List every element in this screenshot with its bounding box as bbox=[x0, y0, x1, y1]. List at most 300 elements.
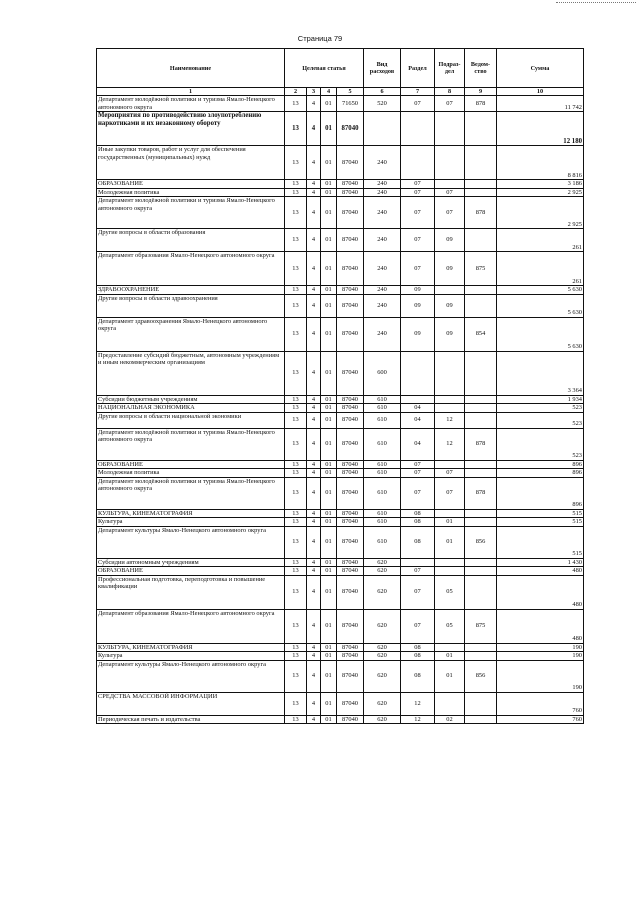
cell-department bbox=[465, 404, 497, 413]
cell-department: 878 bbox=[465, 96, 497, 112]
cell-target-measure: 01 bbox=[321, 294, 337, 317]
cell-target-subprogram: 4 bbox=[307, 404, 321, 413]
cell-section: 12 bbox=[401, 715, 435, 724]
cell-expense-type: 240 bbox=[364, 229, 401, 252]
cell-amount: 3 364 bbox=[497, 351, 584, 395]
cell-target-measure: 01 bbox=[321, 188, 337, 197]
row-name: Департамент культуры Ямало-Ненецкого автономного округа bbox=[97, 526, 285, 558]
row-name: Культура bbox=[97, 652, 285, 661]
cell-expense-type: 610 bbox=[364, 460, 401, 469]
cell-target-program: 13 bbox=[285, 518, 307, 527]
cell-target-measure: 01 bbox=[321, 404, 337, 413]
cell-subsection bbox=[435, 567, 465, 576]
cell-target-subprogram: 4 bbox=[307, 112, 321, 146]
cell-target-measure: 01 bbox=[321, 526, 337, 558]
cell-department bbox=[465, 286, 497, 295]
cell-target-program: 13 bbox=[285, 180, 307, 189]
cell-subsection: 01 bbox=[435, 526, 465, 558]
cell-section: 07 bbox=[401, 197, 435, 229]
column-number: 6 bbox=[364, 88, 401, 96]
cell-department bbox=[465, 412, 497, 428]
row-name: Департамент молодёжной политики и туризма Ямало-Ненецкого автономного округа bbox=[97, 477, 285, 509]
row-name: Другие вопросы в области образования bbox=[97, 229, 285, 252]
cell-amount: 261 bbox=[497, 229, 584, 252]
row-name: Молодежная политика bbox=[97, 188, 285, 197]
cell-target-program: 13 bbox=[285, 460, 307, 469]
cell-department bbox=[465, 146, 497, 180]
table-row bbox=[97, 294, 584, 317]
cell-subsection: 05 bbox=[435, 575, 465, 609]
column-number: 10 bbox=[497, 88, 584, 96]
cell-department bbox=[465, 229, 497, 252]
cell-amount: 480 bbox=[497, 567, 584, 576]
cell-department bbox=[465, 558, 497, 567]
row-name: КУЛЬТУРА, КИНЕМАТОГРАФИЯ bbox=[97, 509, 285, 518]
cell-target-program: 13 bbox=[285, 404, 307, 413]
cell-subsection: 01 bbox=[435, 652, 465, 661]
cell-amount: 190 bbox=[497, 660, 584, 692]
cell-expense-type: 240 bbox=[364, 286, 401, 295]
cell-amount: 523 bbox=[497, 412, 584, 428]
cell-target-program: 13 bbox=[285, 252, 307, 286]
cell-target-code: 87040 bbox=[337, 643, 364, 652]
table-row bbox=[97, 692, 584, 715]
table-row bbox=[97, 351, 584, 395]
cell-target-code: 87040 bbox=[337, 518, 364, 527]
column-number: 2 bbox=[285, 88, 307, 96]
cell-section: 08 bbox=[401, 660, 435, 692]
row-name: Субсидии бюджетным учреждениям bbox=[97, 395, 285, 404]
row-name: Другие вопросы в области национальной экономики bbox=[97, 412, 285, 428]
cell-target-measure: 01 bbox=[321, 96, 337, 112]
cell-subsection: 02 bbox=[435, 715, 465, 724]
cell-amount: 896 bbox=[497, 477, 584, 509]
table-row bbox=[97, 395, 584, 404]
cell-department bbox=[465, 518, 497, 527]
cell-target-measure: 01 bbox=[321, 286, 337, 295]
cell-expense-type: 240 bbox=[364, 252, 401, 286]
header-amount: Сумма bbox=[497, 49, 584, 88]
cell-expense-type: 520 bbox=[364, 96, 401, 112]
cell-department bbox=[465, 643, 497, 652]
row-name: Департамент молодёжной политики и туризма Ямало-Ненецкого автономного округа bbox=[97, 197, 285, 229]
cell-target-measure: 01 bbox=[321, 692, 337, 715]
cell-amount: 3 186 bbox=[497, 180, 584, 189]
cell-amount: 515 bbox=[497, 509, 584, 518]
cell-expense-type: 610 bbox=[364, 412, 401, 428]
cell-target-measure: 01 bbox=[321, 229, 337, 252]
cell-section: 07 bbox=[401, 180, 435, 189]
cell-amount: 480 bbox=[497, 609, 584, 643]
cell-target-measure: 01 bbox=[321, 197, 337, 229]
cell-target-subprogram: 4 bbox=[307, 575, 321, 609]
cell-amount: 11 742 bbox=[497, 96, 584, 112]
cell-expense-type: 610 bbox=[364, 469, 401, 478]
cell-target-subprogram: 4 bbox=[307, 96, 321, 112]
row-name: Иные закупки товаров, работ и услуг для обеспечения государственных (муниципальных) нужд bbox=[97, 146, 285, 180]
cell-target-measure: 01 bbox=[321, 469, 337, 478]
cell-section: 08 bbox=[401, 652, 435, 661]
table-row bbox=[97, 180, 584, 189]
row-name: ЗДРАВООХРАНЕНИЕ bbox=[97, 286, 285, 295]
cell-department bbox=[465, 692, 497, 715]
cell-target-program: 13 bbox=[285, 112, 307, 146]
cell-target-code: 87040 bbox=[337, 477, 364, 509]
scan-corner-mark bbox=[556, 2, 636, 4]
cell-target-code: 87040 bbox=[337, 558, 364, 567]
cell-target-subprogram: 4 bbox=[307, 460, 321, 469]
cell-expense-type: 620 bbox=[364, 652, 401, 661]
cell-amount: 760 bbox=[497, 692, 584, 715]
cell-expense-type: 610 bbox=[364, 477, 401, 509]
cell-target-measure: 01 bbox=[321, 428, 337, 460]
cell-target-subprogram: 4 bbox=[307, 197, 321, 229]
header-row bbox=[97, 49, 584, 88]
cell-target-code: 87040 bbox=[337, 197, 364, 229]
cell-expense-type: 620 bbox=[364, 660, 401, 692]
cell-target-code: 87040 bbox=[337, 180, 364, 189]
row-name: Предоставление субсидий бюджетным, автономным учреждениям и иным некоммерческим организациям bbox=[97, 351, 285, 395]
cell-target-code: 87040 bbox=[337, 188, 364, 197]
cell-subsection: 09 bbox=[435, 229, 465, 252]
cell-subsection bbox=[435, 692, 465, 715]
table-row bbox=[97, 609, 584, 643]
cell-target-code: 87040 bbox=[337, 351, 364, 395]
cell-target-measure: 01 bbox=[321, 180, 337, 189]
cell-target-measure: 01 bbox=[321, 575, 337, 609]
cell-expense-type: 600 bbox=[364, 351, 401, 395]
cell-target-subprogram: 4 bbox=[307, 469, 321, 478]
header-subsection: Подраз-дел bbox=[435, 49, 465, 88]
cell-target-code: 87040 bbox=[337, 715, 364, 724]
cell-target-code: 87040 bbox=[337, 652, 364, 661]
column-number: 1 bbox=[97, 88, 285, 96]
cell-target-measure: 01 bbox=[321, 509, 337, 518]
cell-section bbox=[401, 395, 435, 404]
cell-subsection: 12 bbox=[435, 428, 465, 460]
cell-subsection: 05 bbox=[435, 609, 465, 643]
header-department: Ведом-ство bbox=[465, 49, 497, 88]
table-row bbox=[97, 509, 584, 518]
cell-target-subprogram: 4 bbox=[307, 229, 321, 252]
cell-target-subprogram: 4 bbox=[307, 317, 321, 351]
cell-subsection bbox=[435, 404, 465, 413]
cell-expense-type: 610 bbox=[364, 428, 401, 460]
header-section: Раздел bbox=[401, 49, 435, 88]
cell-target-program: 13 bbox=[285, 351, 307, 395]
row-name: ОБРАЗОВАНИЕ bbox=[97, 567, 285, 576]
cell-amount: 480 bbox=[497, 575, 584, 609]
cell-section: 07 bbox=[401, 188, 435, 197]
cell-section: 08 bbox=[401, 643, 435, 652]
row-name: Департамент культуры Ямало-Ненецкого автономного округа bbox=[97, 660, 285, 692]
cell-subsection: 07 bbox=[435, 469, 465, 478]
cell-target-program: 13 bbox=[285, 412, 307, 428]
table-row bbox=[97, 715, 584, 724]
cell-target-program: 13 bbox=[285, 567, 307, 576]
table-row bbox=[97, 460, 584, 469]
cell-section: 08 bbox=[401, 518, 435, 527]
cell-subsection bbox=[435, 146, 465, 180]
table-row bbox=[97, 518, 584, 527]
cell-target-subprogram: 4 bbox=[307, 558, 321, 567]
cell-target-code: 87040 bbox=[337, 412, 364, 428]
cell-department bbox=[465, 567, 497, 576]
cell-expense-type: 620 bbox=[364, 643, 401, 652]
cell-section bbox=[401, 112, 435, 146]
cell-target-code: 87040 bbox=[337, 252, 364, 286]
row-name: Департамент здравоохранения Ямало-Ненецкого автономного округа bbox=[97, 317, 285, 351]
header-target-article: Целевая статья bbox=[285, 49, 364, 88]
row-name: Культура bbox=[97, 518, 285, 527]
cell-target-program: 13 bbox=[285, 652, 307, 661]
cell-target-measure: 01 bbox=[321, 351, 337, 395]
cell-target-code: 87040 bbox=[337, 692, 364, 715]
table-body bbox=[97, 96, 584, 724]
cell-department bbox=[465, 575, 497, 609]
cell-target-subprogram: 4 bbox=[307, 351, 321, 395]
cell-target-measure: 01 bbox=[321, 460, 337, 469]
cell-target-code: 87040 bbox=[337, 428, 364, 460]
cell-section: 07 bbox=[401, 609, 435, 643]
cell-section: 09 bbox=[401, 317, 435, 351]
cell-department bbox=[465, 460, 497, 469]
table-row bbox=[97, 428, 584, 460]
cell-subsection: 12 bbox=[435, 412, 465, 428]
column-number: 9 bbox=[465, 88, 497, 96]
cell-section: 04 bbox=[401, 412, 435, 428]
cell-expense-type: 610 bbox=[364, 518, 401, 527]
cell-target-subprogram: 4 bbox=[307, 180, 321, 189]
table-row bbox=[97, 252, 584, 286]
table-row bbox=[97, 469, 584, 478]
cell-target-measure: 01 bbox=[321, 112, 337, 146]
cell-section: 04 bbox=[401, 428, 435, 460]
cell-target-code: 87040 bbox=[337, 112, 364, 146]
column-number: 8 bbox=[435, 88, 465, 96]
cell-amount: 8 816 bbox=[497, 146, 584, 180]
cell-target-code: 87040 bbox=[337, 567, 364, 576]
cell-subsection: 01 bbox=[435, 518, 465, 527]
cell-subsection: 01 bbox=[435, 660, 465, 692]
cell-amount: 5 630 bbox=[497, 286, 584, 295]
cell-target-subprogram: 4 bbox=[307, 652, 321, 661]
cell-target-measure: 01 bbox=[321, 567, 337, 576]
row-name: Департамент образования Ямало-Ненецкого автономного округа bbox=[97, 252, 285, 286]
cell-department bbox=[465, 188, 497, 197]
cell-target-code: 87040 bbox=[337, 395, 364, 404]
cell-target-measure: 01 bbox=[321, 609, 337, 643]
cell-target-code: 87040 bbox=[337, 460, 364, 469]
cell-target-measure: 01 bbox=[321, 477, 337, 509]
cell-department bbox=[465, 715, 497, 724]
row-name: Другие вопросы в области здравоохранения bbox=[97, 294, 285, 317]
column-number: 5 bbox=[337, 88, 364, 96]
cell-section: 07 bbox=[401, 567, 435, 576]
cell-expense-type: 620 bbox=[364, 692, 401, 715]
cell-expense-type: 240 bbox=[364, 180, 401, 189]
table-row bbox=[97, 643, 584, 652]
table-row bbox=[97, 412, 584, 428]
cell-target-subprogram: 4 bbox=[307, 692, 321, 715]
row-name: Периодическая печать и издательства bbox=[97, 715, 285, 724]
cell-target-program: 13 bbox=[285, 558, 307, 567]
cell-amount: 190 bbox=[497, 643, 584, 652]
cell-section: 07 bbox=[401, 96, 435, 112]
cell-target-program: 13 bbox=[285, 477, 307, 509]
cell-target-code: 87040 bbox=[337, 404, 364, 413]
cell-department bbox=[465, 180, 497, 189]
table-row bbox=[97, 96, 584, 112]
table-row bbox=[97, 188, 584, 197]
cell-target-subprogram: 4 bbox=[307, 643, 321, 652]
cell-target-measure: 01 bbox=[321, 715, 337, 724]
row-name: Департамент молодёжной политики и туризма Ямало-Ненецкого автономного округа bbox=[97, 96, 285, 112]
page-number: Страница 79 bbox=[297, 34, 343, 43]
row-name: КУЛЬТУРА, КИНЕМАТОГРАФИЯ bbox=[97, 643, 285, 652]
cell-target-subprogram: 4 bbox=[307, 477, 321, 509]
cell-amount: 12 180 bbox=[497, 112, 584, 146]
cell-section bbox=[401, 351, 435, 395]
cell-target-program: 13 bbox=[285, 286, 307, 295]
column-number: 4 bbox=[321, 88, 337, 96]
cell-target-measure: 01 bbox=[321, 643, 337, 652]
cell-target-program: 13 bbox=[285, 660, 307, 692]
cell-target-code: 87040 bbox=[337, 286, 364, 295]
cell-department: 878 bbox=[465, 428, 497, 460]
row-name: ОБРАЗОВАНИЕ bbox=[97, 460, 285, 469]
cell-department: 854 bbox=[465, 317, 497, 351]
cell-department bbox=[465, 351, 497, 395]
cell-target-program: 13 bbox=[285, 575, 307, 609]
cell-amount: 2 925 bbox=[497, 188, 584, 197]
cell-target-measure: 01 bbox=[321, 252, 337, 286]
cell-expense-type: 620 bbox=[364, 558, 401, 567]
cell-amount: 515 bbox=[497, 526, 584, 558]
cell-department: 875 bbox=[465, 609, 497, 643]
cell-expense-type: 610 bbox=[364, 509, 401, 518]
cell-expense-type bbox=[364, 112, 401, 146]
cell-amount: 523 bbox=[497, 404, 584, 413]
cell-target-code: 87040 bbox=[337, 229, 364, 252]
cell-amount: 5 630 bbox=[497, 294, 584, 317]
row-name: Департамент молодёжной политики и туризма Ямало-Ненецкого автономного округа bbox=[97, 428, 285, 460]
cell-amount: 2 925 bbox=[497, 197, 584, 229]
table-row bbox=[97, 660, 584, 692]
cell-section bbox=[401, 146, 435, 180]
cell-section: 08 bbox=[401, 526, 435, 558]
cell-target-program: 13 bbox=[285, 229, 307, 252]
cell-expense-type: 610 bbox=[364, 395, 401, 404]
cell-section bbox=[401, 558, 435, 567]
table-row bbox=[97, 567, 584, 576]
cell-target-subprogram: 4 bbox=[307, 428, 321, 460]
cell-subsection bbox=[435, 643, 465, 652]
cell-subsection bbox=[435, 395, 465, 404]
cell-target-subprogram: 4 bbox=[307, 286, 321, 295]
cell-target-subprogram: 4 bbox=[307, 526, 321, 558]
table-row bbox=[97, 404, 584, 413]
cell-amount: 515 bbox=[497, 518, 584, 527]
cell-target-code: 87040 bbox=[337, 609, 364, 643]
column-number: 3 bbox=[307, 88, 321, 96]
table-row bbox=[97, 652, 584, 661]
row-name: Профессиональная подготовка, переподготовка и повышение квалификации bbox=[97, 575, 285, 609]
table-row bbox=[97, 317, 584, 351]
cell-expense-type: 240 bbox=[364, 317, 401, 351]
cell-subsection bbox=[435, 351, 465, 395]
cell-department bbox=[465, 469, 497, 478]
cell-department bbox=[465, 112, 497, 146]
cell-subsection bbox=[435, 558, 465, 567]
cell-target-code: 87040 bbox=[337, 575, 364, 609]
cell-target-code: 87040 bbox=[337, 509, 364, 518]
table-row bbox=[97, 558, 584, 567]
table-row bbox=[97, 286, 584, 295]
cell-expense-type: 240 bbox=[364, 197, 401, 229]
cell-target-measure: 01 bbox=[321, 317, 337, 351]
cell-subsection bbox=[435, 180, 465, 189]
cell-section: 04 bbox=[401, 404, 435, 413]
cell-target-code: 87040 bbox=[337, 146, 364, 180]
cell-target-program: 13 bbox=[285, 692, 307, 715]
cell-target-code: 87040 bbox=[337, 526, 364, 558]
cell-target-program: 13 bbox=[285, 395, 307, 404]
cell-expense-type: 610 bbox=[364, 526, 401, 558]
cell-section: 07 bbox=[401, 469, 435, 478]
cell-section: 09 bbox=[401, 294, 435, 317]
cell-expense-type: 610 bbox=[364, 404, 401, 413]
table-row bbox=[97, 526, 584, 558]
cell-target-program: 13 bbox=[285, 469, 307, 478]
cell-subsection bbox=[435, 509, 465, 518]
row-name: Мероприятия по противодействию злоупотреблению наркотиками и их незаконному обороту bbox=[97, 112, 285, 146]
row-name: СРЕДСТВА МАССОВОЙ ИНФОРМАЦИИ bbox=[97, 692, 285, 715]
cell-subsection bbox=[435, 286, 465, 295]
column-number-row bbox=[97, 88, 584, 96]
cell-department: 878 bbox=[465, 197, 497, 229]
cell-subsection: 07 bbox=[435, 96, 465, 112]
table-row bbox=[97, 197, 584, 229]
cell-target-program: 13 bbox=[285, 526, 307, 558]
cell-department bbox=[465, 509, 497, 518]
cell-subsection: 09 bbox=[435, 317, 465, 351]
cell-target-program: 13 bbox=[285, 96, 307, 112]
table-row bbox=[97, 575, 584, 609]
cell-target-subprogram: 4 bbox=[307, 567, 321, 576]
cell-amount: 1 430 bbox=[497, 558, 584, 567]
column-number: 7 bbox=[401, 88, 435, 96]
cell-department bbox=[465, 294, 497, 317]
cell-target-program: 13 bbox=[285, 609, 307, 643]
cell-subsection: 07 bbox=[435, 188, 465, 197]
cell-amount: 5 630 bbox=[497, 317, 584, 351]
cell-target-measure: 01 bbox=[321, 660, 337, 692]
cell-target-subprogram: 4 bbox=[307, 715, 321, 724]
cell-target-subprogram: 4 bbox=[307, 412, 321, 428]
cell-target-subprogram: 4 bbox=[307, 188, 321, 197]
cell-section: 07 bbox=[401, 252, 435, 286]
cell-subsection: 07 bbox=[435, 477, 465, 509]
cell-target-code: 87040 bbox=[337, 317, 364, 351]
cell-subsection: 09 bbox=[435, 294, 465, 317]
cell-amount: 190 bbox=[497, 652, 584, 661]
cell-expense-type: 620 bbox=[364, 567, 401, 576]
cell-expense-type: 240 bbox=[364, 188, 401, 197]
cell-expense-type: 240 bbox=[364, 294, 401, 317]
table-row bbox=[97, 112, 584, 146]
table-row bbox=[97, 146, 584, 180]
